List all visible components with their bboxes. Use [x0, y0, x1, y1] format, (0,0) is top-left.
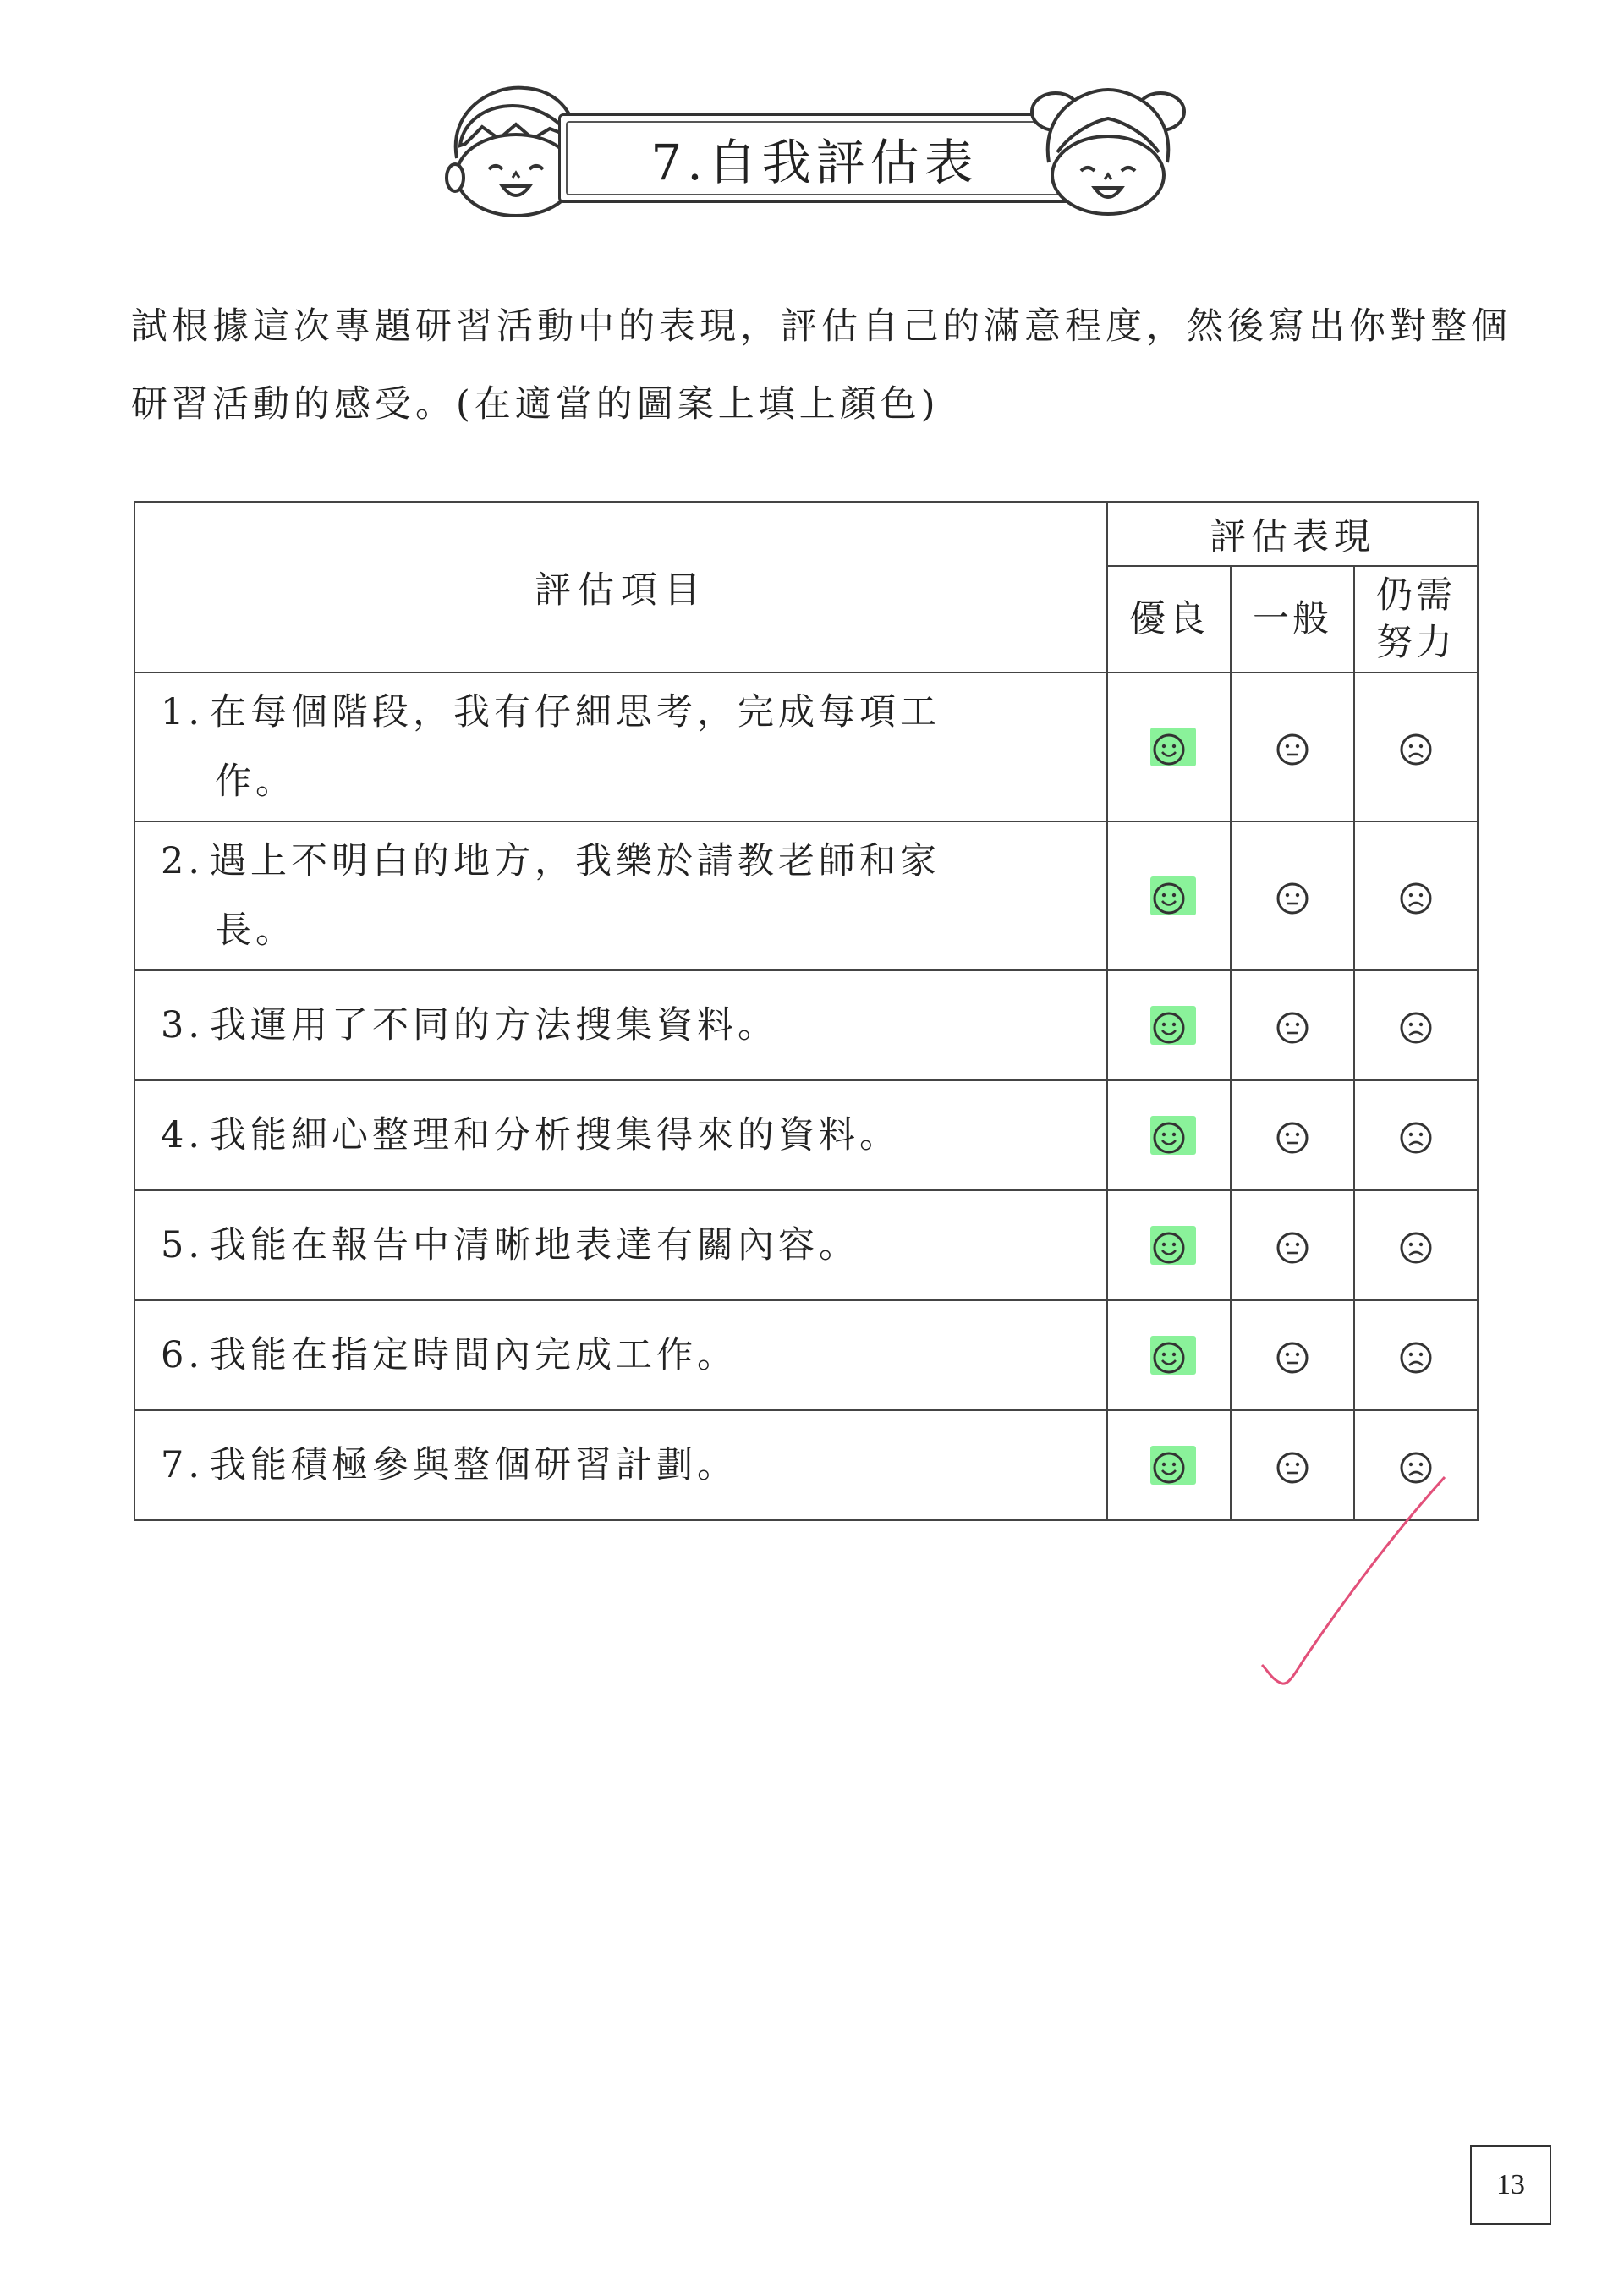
rating-option[interactable]: [1107, 1190, 1231, 1300]
instructions: 試根據這次專題研習活動中的表現，評估自己的滿意程度，然後寫出你對整個研習活動的感受。(在適當的圖案上填上顏色): [131, 305, 1512, 426]
item-number: 1.: [161, 691, 205, 733]
rating-option[interactable]: [1354, 970, 1478, 1080]
smile-face-icon: [1151, 1224, 1187, 1266]
evaluation-item: [134, 1410, 1107, 1520]
neutral-face-icon: [1275, 875, 1310, 917]
check-mark-icon: [1252, 1472, 1455, 1709]
rating-option[interactable]: [1107, 1410, 1231, 1520]
table-row: [134, 970, 1478, 1080]
evaluation-item: [134, 1080, 1107, 1190]
title-banner: [431, 78, 1193, 222]
item-text: 我運用了不同的方法搜集資料。: [210, 1004, 778, 1046]
item-text: 我能在報告中清晰地表達有關內容。: [210, 1224, 859, 1266]
item-number: 2.: [161, 840, 205, 882]
girl-face-icon: [1023, 78, 1193, 222]
rating-header-average: 一般: [1231, 566, 1354, 673]
rating-header-needs-work: 仍需 努力: [1354, 566, 1478, 673]
item-number: 5.: [161, 1224, 205, 1266]
evaluation-item: [134, 970, 1107, 1080]
sad-face-icon: [1398, 726, 1434, 768]
neutral-face-icon: [1275, 1224, 1310, 1266]
smile-face-icon: [1151, 1334, 1187, 1376]
evaluation-item: [134, 1300, 1107, 1410]
sad-face-icon: [1398, 1004, 1434, 1046]
evaluation-item: [134, 1190, 1107, 1300]
item-text: 遇上不明白的地方，我樂於請教老師和家: [210, 840, 941, 882]
rating-option[interactable]: [1231, 1300, 1354, 1410]
rating-option[interactable]: [1231, 1080, 1354, 1190]
rating-option[interactable]: [1231, 970, 1354, 1080]
rating-option[interactable]: [1107, 970, 1231, 1080]
rating-option[interactable]: [1107, 1080, 1231, 1190]
rating-option[interactable]: [1354, 821, 1478, 970]
item-number: 3.: [161, 1004, 205, 1046]
rating-option[interactable]: [1107, 673, 1231, 821]
evaluation-item: [134, 673, 1107, 821]
rating-option[interactable]: [1354, 1190, 1478, 1300]
evaluation-item: [134, 821, 1107, 970]
table-row: [134, 673, 1478, 821]
item-text: 我能在指定時間內完成工作。: [210, 1334, 738, 1376]
table-row: [134, 1190, 1478, 1300]
title-box: [558, 113, 1071, 203]
item-text: 在每個階段，我有仔細思考，完成每項工: [210, 691, 941, 733]
smile-face-icon: [1151, 1114, 1187, 1156]
item-number: 6.: [161, 1334, 205, 1376]
page-title: 7.自我評估表: [650, 134, 979, 191]
rating-option[interactable]: [1354, 673, 1478, 821]
neutral-face-icon: [1275, 726, 1310, 768]
page-number: 13: [1470, 2145, 1551, 2225]
item-text: 我能細心整理和分析搜集得來的資料。: [210, 1114, 900, 1156]
rating-option[interactable]: [1107, 821, 1231, 970]
sad-face-icon: [1398, 1334, 1434, 1376]
table-row: [134, 1300, 1478, 1410]
table-row: [134, 1080, 1478, 1190]
item-text-continued: 長。: [215, 909, 296, 952]
neutral-face-icon: [1275, 1004, 1310, 1046]
rating-option[interactable]: [1354, 1300, 1478, 1410]
rating-option[interactable]: [1354, 1080, 1478, 1190]
smile-face-icon: [1151, 726, 1187, 768]
sad-face-icon: [1398, 1114, 1434, 1156]
rating-option[interactable]: [1231, 1190, 1354, 1300]
sad-face-icon: [1398, 875, 1434, 917]
rating-group-header: 評估表現: [1107, 502, 1478, 566]
rating-header-good: 優良: [1107, 566, 1231, 673]
item-header: 評估項目: [134, 502, 1107, 673]
rating-option[interactable]: [1107, 1300, 1231, 1410]
item-text-continued: 作。: [215, 761, 296, 803]
rating-option[interactable]: [1231, 673, 1354, 821]
table-row: [134, 821, 1478, 970]
item-text: 我能積極參與整個研習計劃。: [210, 1444, 738, 1486]
smile-face-icon: [1151, 1004, 1187, 1046]
rating-option[interactable]: [1231, 821, 1354, 970]
smile-face-icon: [1151, 875, 1187, 917]
neutral-face-icon: [1275, 1114, 1310, 1156]
item-number: 7.: [161, 1444, 205, 1486]
sad-face-icon: [1398, 1224, 1434, 1266]
smile-face-icon: [1151, 1444, 1187, 1486]
self-evaluation-table: [134, 501, 1479, 1521]
neutral-face-icon: [1275, 1334, 1310, 1376]
item-number: 4.: [161, 1114, 205, 1156]
